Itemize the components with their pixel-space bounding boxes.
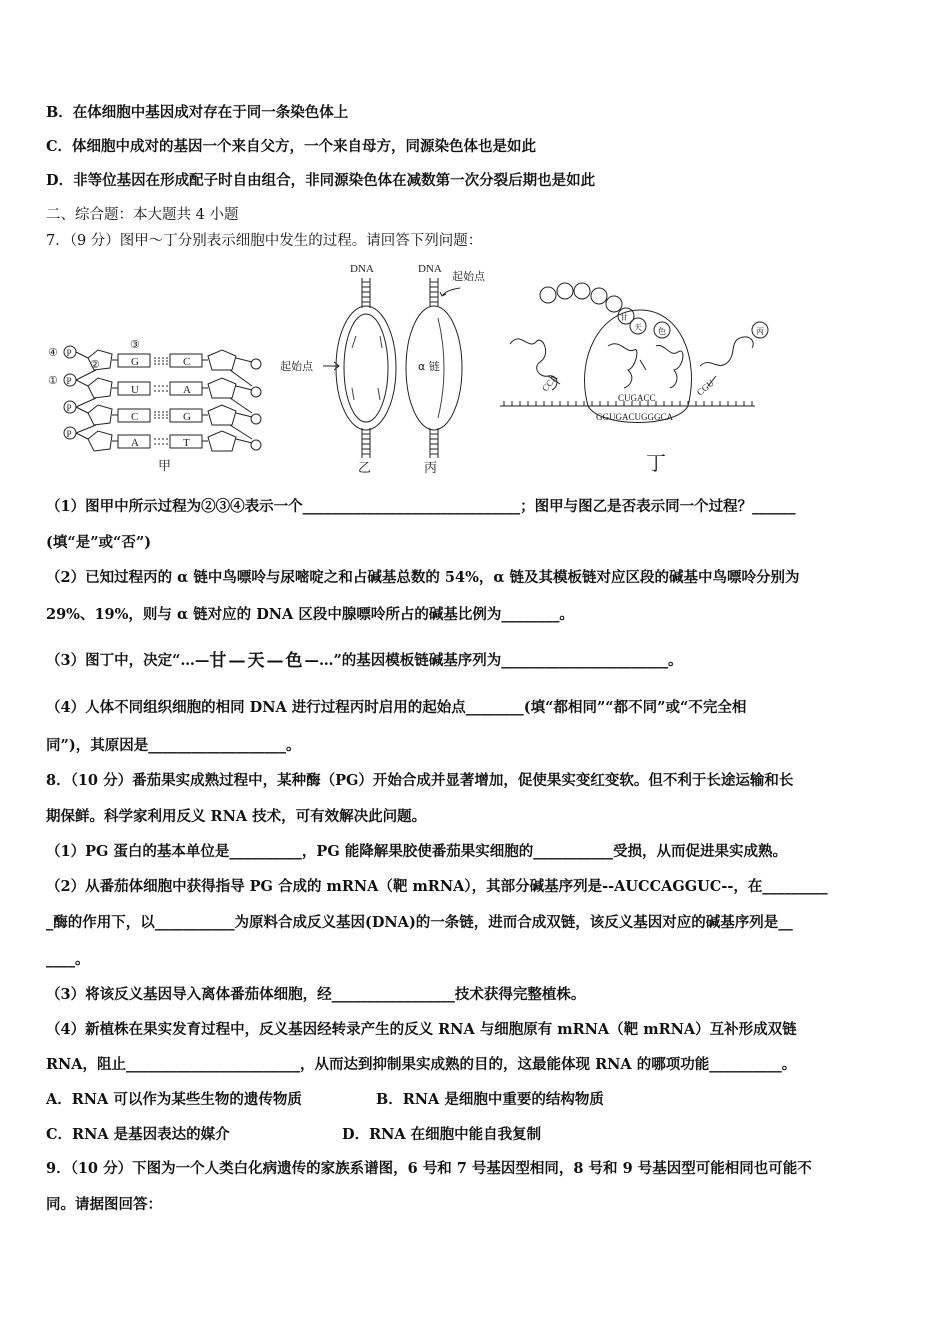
q7-p3-pre: （3）图丁中，决定“…— [46,652,210,669]
yi-origin-label: 起始点 [280,360,313,373]
ding-caption: 丁 [646,451,666,475]
jia-label-3: ③ [130,339,140,351]
aa-tian-text: 天 [247,651,267,671]
q8-stem-a-text: 8．（10 分）番茄果实成熟过程中，某种酶（PG）开始合成并显著增加，促使果实变红变软。但不利于长途运输和长 [46,772,794,789]
q7-p1b: (填“是”或“否”) [46,534,152,551]
pentose-icon [88,405,112,425]
q7-p3 [46,651,910,671]
q7-p1a: （1）图甲中所示过程为②③④表示一个______________________________；图甲与图乙是否表示同一个过程？______ [46,498,796,515]
pentose-icon [88,431,112,451]
q8-stem-b: 期保鲜。科学家利用反义 RNA 技术，可有效解决此问题。 [46,808,427,825]
jia-label-4: ④ [48,347,58,359]
aa-gan-text: 甘 [209,651,229,671]
anticodon-cugacc: CUGACC [618,393,656,403]
q8-p2a: （2）从番茄体细胞中获得指导 PG 合成的 mRNA（靶 mRNA），其部分碱基序列是--AUCCAGGUC--，在_________ [46,878,828,895]
q8-option-a: A．RNA 可以作为某些生物的遗传物质 [46,1091,302,1108]
aa-gan: 甘 [620,313,628,322]
q9-stem-a: 9．（10 分）下图为一个人类白化病遗传的家族系谱图，6 号和 7 号基因型相同，8 号和 9 号基因型可能相同也可能不 [46,1160,812,1177]
p-text: P [66,403,72,413]
aa-bing: 丙 [756,327,764,336]
trna-icon [656,345,683,388]
q7-stem: 7．（9 分）图甲～丁分别表示细胞中发生的过程。请回答下列问题： [46,233,483,249]
bing-caption: 丙 [424,461,438,476]
q8-p1: （1）PG 蛋白的基本单位是__________，PG 能降解果胶使番茄果实细胞的___________受损，从而促进果实成熟。 [46,843,788,860]
arrow-icon [323,362,339,370]
q8-options-ab [46,1090,910,1110]
q7-p2b: 29%、19%，则与 α 链对应的 DNA 区段中腺嘌呤所占的碱基比例为________。 [46,606,574,623]
anticodon-cgu: CGU [694,377,716,398]
p-text: P [66,376,72,386]
yi-caption: 乙 [358,461,372,476]
pentose-icon [88,378,112,398]
q8-p2b: _酶的作用下，以___________为原料合成反义基因(DNA)的一条链，进而合成双链，该反义基因对应的碱基序列是__ [46,914,793,931]
jia-left-base: U [131,384,139,396]
q7-p3-post: —…”的基因模板链碱基序列为_______________________。 [304,652,683,669]
bing-dna-label: DNA [418,263,442,275]
jia-label-2: ② [90,359,100,371]
q8-stem-a [46,771,910,791]
section-heading: 二、综合题：本大题共 4 小题 [46,207,239,223]
figure-yi [280,263,396,476]
option-b: B．在体细胞中基因成对存在于同一条染色体上 [46,104,349,121]
bing-origin-label: 起始点 [452,270,485,283]
jia-left-base: C [131,411,139,423]
pentose-icon [208,350,236,370]
figure-jia [48,339,261,474]
mrna-sequence: GGUGACUGGGCA [596,412,674,422]
q7-p4b: 同”)，其原因是___________________。 [46,737,301,754]
jia-caption: 甲 [158,459,172,474]
pentose-icon [208,431,236,451]
aa-tian: 天 [634,323,642,332]
q8-p4a: （4）新植株在果实发育过程中，反义基因经转录产生的反义 RNA 与细胞原有 mRNA（靶 mRNA）互补形成双链 [46,1021,797,1038]
q7-figure [40,258,780,480]
q8-option-c: C．RNA 是基因表达的媒介 [46,1126,230,1143]
p-text: P [66,429,72,439]
q8-options-cd [46,1125,910,1145]
jia-right-base: T [183,437,190,449]
pentose-icon [208,405,236,425]
aa-se-text: 色 [285,651,305,671]
p-text: P [66,348,72,358]
q9-stem-b: 同。请据图回答： [46,1196,162,1213]
q8-p3: （3）将该反义基因导入离体番茄体细胞，经_________________技术获得完整植株。 [46,986,586,1003]
yi-dna-label: DNA [350,263,374,275]
trna-icon [608,344,646,388]
pentose-icon [208,378,236,398]
q8-p4b: RNA，阻止________________________，从而达到抑制果实成熟的目的，这最能体现 RNA 的哪项功能__________。 [46,1056,797,1073]
jia-right-base: C [183,356,191,368]
q8-p2c: ____。 [46,951,90,968]
q7-p2a: （2）已知过程丙的 α 链中鸟嘌呤与尿嘧啶之和占碱基总数的 54%，α 链及其模板链对应区段的碱基中鸟嘌呤分别为 [46,569,800,586]
q8-option-b: B．RNA 是细胞中重要的结构物质 [376,1091,604,1108]
jia-right-base: G [183,411,191,423]
amino-acid-sequence: 甘—天—色 [209,651,305,671]
bing-chain-label: α 链 [418,360,440,373]
jia-right-base: A [183,384,191,396]
q8-option-d: D．RNA 在细胞中能自我复制 [342,1126,542,1143]
jia-label-1: ① [48,375,58,387]
aa-se: 色 [658,327,666,336]
arrow-icon [440,288,460,296]
jia-left-base: A [131,437,139,449]
figure-bing [406,263,486,476]
q7-p4a: （4）人体不同组织细胞的相同 DNA 进行过程丙时启用的起始点________(填“都相同”“都不同”或“不完全相 [46,699,747,716]
figure-ding [500,283,768,475]
option-c: C．体细胞中成对的基因一个来自父方，一个来自母方，同源染色体也是如此 [46,138,537,155]
anticodon-cca: CCA [539,372,560,394]
option-d: D．非等位基因在形成配子时自由组合，非同源染色体在减数第一次分裂后期也是如此 [46,172,596,189]
jia-left-base: G [131,356,139,368]
